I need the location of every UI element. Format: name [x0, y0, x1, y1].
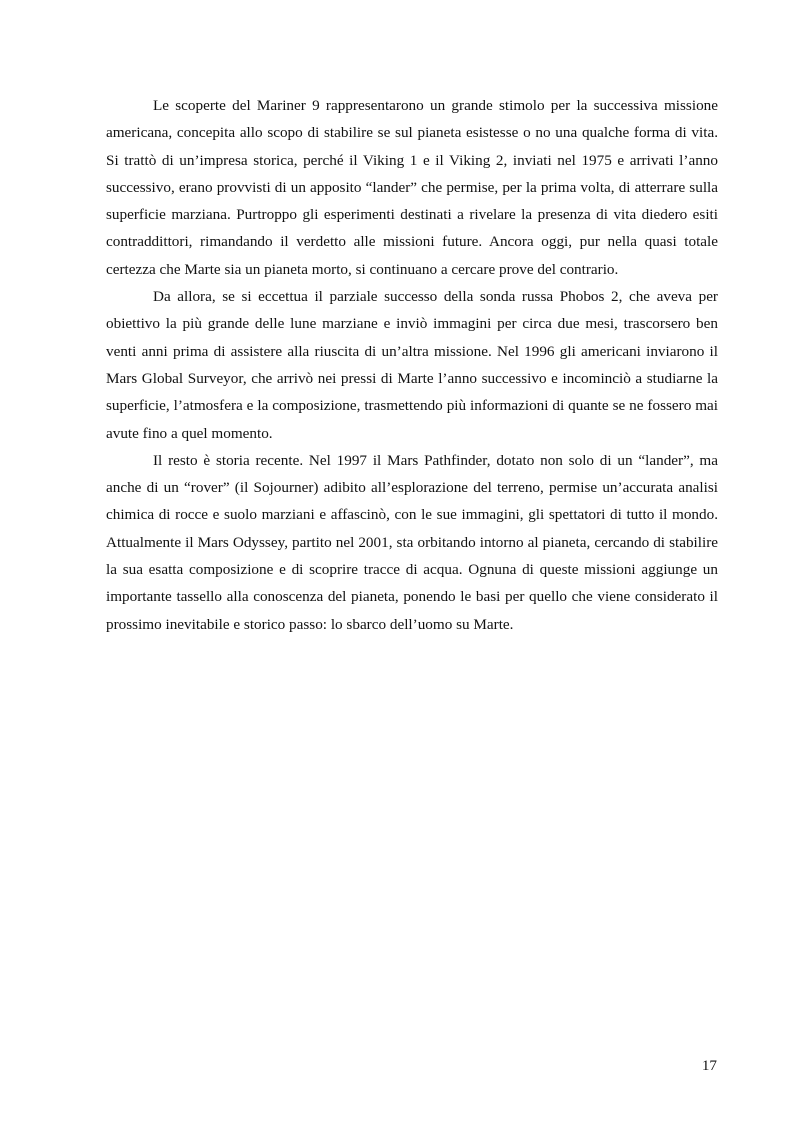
paragraph-mars-global-surveyor: Da allora, se si eccettua il parziale successo della sonda russa Phobos 2, che aveva per obiettivo la più grande delle lune marziane e inviò immagini per circa due mesi, trascorsero ben venti anni prima di assistere alla riuscita di un’altra missione. Nel 1996 gli americani inviarono il Mars Global Surveyor, che arrivò nei pressi di Marte l’anno successivo e incominciò a studiarne la superficie, l’atmosfera e la composizione, trasmettendo più informazioni di quante se ne fossero mai avute fino a quel momento. — [106, 288, 718, 442]
body-text — [106, 92, 718, 638]
page-number: 17 — [701, 1057, 717, 1074]
paragraph-viking-missions: Le scoperte del Mariner 9 rappresentarono un grande stimolo per la successiva missione americana, concepita allo scopo di stabilire se sul pianeta esistesse o no una qualche forma di vita. Si trattò di un’impresa storica, perché il Viking 1 e il Viking 2, inviati nel 1975 e arrivati l’anno successivo, erano provvisti di un apposito “lander” che permise, per la prima volta, di atterrare sulla superficie marziana. Purtroppo gli esperimenti destinati a rivelare la presenza di vita diedero esiti contraddittori, rimandando il verdetto alle missioni future. Ancora oggi, pur nella quasi totale certezza che Marte sia un pianeta morto, si continuano a cercare prove del contrario. — [106, 97, 718, 278]
paragraph-recent-missions: Il resto è storia recente. Nel 1997 il Mars Pathfinder, dotato non solo di un “lander”, ma anche di un “rover” (il Sojourner) adibito all’esplorazione del terreno, permise un’accurata analisi chimica di rocce e suolo marziani e affascinò, con le sue immagini, gli spettatori di tutto il mondo. Attualmente il Mars Odyssey, partito nel 2001, sta orbitando intorno al pianeta, cercando di stabilire la sua esatta composizione e di scoprire tracce di acqua. Ognuna di queste missioni aggiunge un importante tassello alla conoscenza del pianeta, ponendo le basi per quello che viene considerato il prossimo inevitabile e storico passo: lo sbarco dell’uomo su Marte. — [106, 451, 718, 633]
